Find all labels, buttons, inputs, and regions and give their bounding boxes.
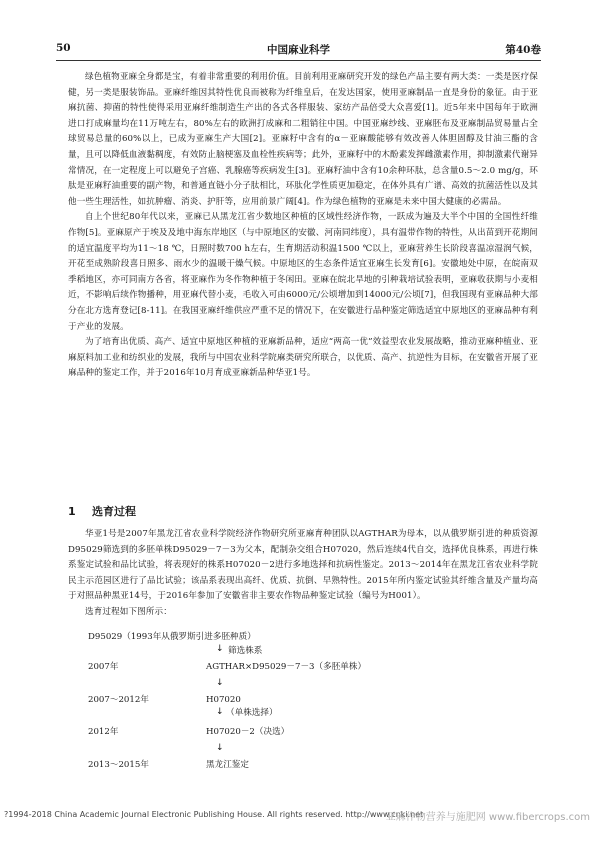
- section-number: 1: [68, 505, 76, 518]
- intro-paragraph-1: 绿色植物亚麻全身都是宝，有着非常重要的利用价值。目前利用亚麻研究开发的绿色产品主要有两大类：一类是医疗保健，另一类是服装饰品。亚麻纤维因其特性优良而被称为纤维皇后，在发达国家，使用亚麻制品一直是身份的象征。由于亚麻抗菌、抑菌的特性使得采用亚麻纤维制造生产出的各式各样服装、家纺产品倍受大众喜爱[1]。近5年来中国每年于欧洲进口打成麻量均在11万吨左右，80%左右的欧洲打成麻和二粗销往中国。中国亚麻纱线、亚麻胚布及亚麻制品贸易量占全球贸易总量的60%以上，已成为亚麻生产大国[2]。亚麻籽中含有的α－亚麻酸能够有效改善人体胆固醇及甘油三酯的含量，且可以降低血液黏稠度，有效防止脑梗塞及血栓性疾病等；此外，亚麻籽中的木酚素发挥雌激素作用，抑制激素代谢异常情况，在一定程度上可以避免子宫癌、乳腺癌等疾病发生[3]。亚麻籽油中含有10余种环肽，总含量0.5～2.0 mg/g，环肽是亚麻籽油重要的副产物，和普通直链小分子肽相比，环肽化学性质更加稳定，在体外具有广谱、高效的抗菌活性以及其他一些生理活性，如抗肿瘤、消炎、护肝等，应用前景广阔[4]。作为绿色植物的亚麻是未来中国大健康的必需品。: [68, 72, 538, 207]
- section-body: [68, 527, 538, 621]
- flow-step-single-plant: （单株选择）: [226, 708, 278, 718]
- journal-title: 中国麻业科学: [267, 44, 330, 56]
- watermark: 亚麻作物营养与施肥网 www.fibercrops.com: [385, 812, 590, 823]
- flow-heilongjiang-identification: 黑龙江鉴定: [206, 760, 249, 770]
- section-title: 选育过程: [92, 505, 136, 518]
- flow-h07020: H07020: [206, 695, 241, 705]
- flow-arrow-2: ↓: [216, 678, 224, 688]
- flow-arrow-3: ↓: [216, 707, 224, 717]
- flow-cross: AGTHAR×D95029－7－3（多胚单株）: [206, 662, 367, 672]
- flow-step-select-lines: 筛选株系: [228, 646, 263, 656]
- page-footer: [4, 810, 594, 822]
- volume-label: 第40卷: [505, 44, 541, 56]
- copyright-notice: ?1994-2018 China Academic Journal Electronic Publishing House. All rights reserved. http://www.cnki.net: [4, 810, 424, 819]
- page-header: [56, 42, 541, 58]
- flow-row-origin: D95029（1993年从俄罗斯引进多胚种质）: [88, 632, 256, 642]
- header-rule: [56, 60, 541, 61]
- flow-year-2007: 2007年: [88, 662, 119, 672]
- flow-year-2013-2015: 2013～2015年: [88, 760, 149, 770]
- flow-h07020-2: H07020－2（决选）: [206, 727, 290, 737]
- page-number: 50: [56, 42, 71, 54]
- intro-paragraph-2: 自上个世纪80年代以来，亚麻已从黑龙江省少数地区种植的区域性经济作物，一跃成为遍及大半个中国的全国性纤维作物[5]。亚麻原产于埃及及地中海东岸地区（与中原地区的安徽、河南同纬度），具有温带作物的特性，从出苗到开花期间的适宜温度平均为11～18 ℃，日照时数700 h左右，生育期活动积温1500 ℃以上，亚麻营养生长阶段喜温凉湿润气候，开花至成熟阶段喜日照多、雨水少的温暖干燥气候。中原地区的生态条件适宜亚麻生长发育[6]。安徽地处中原，在皖南双季稻地区，亦可同南方各省，将亚麻作为冬作物种植于冬闲田。亚麻在皖北旱地的引种栽培试验表明，亚麻收获期与小麦相近，不影响后续作物播种，用亚麻代替小麦，毛收入可由6000元/公顷增加到14000元/公顷[7]，但我国现有亚麻品种大部分在北方选育登记[8-11]。在我国亚麻纤维供应严重不足的情况下，在安徽进行品种鉴定筛选适宜中原地区的亚麻品种有利于产业的发展。: [68, 212, 538, 332]
- section-heading: [68, 503, 538, 519]
- flow-arrow-4: ↓: [216, 743, 224, 753]
- intro-paragraph-3: 为了培育出优质、高产、适宜中原地区种植的亚麻新品种，适应“两高一优”效益型农业发展战略，推动亚麻种植业、亚麻原料加工业和纺织业的发展，我所与中国农业科学院麻类研究所联合，以优质、高产、抗逆性为目标，在安徽省开展了亚麻品种的鉴定工作，并于2016年10月育成亚麻新品种华亚1号。: [68, 337, 538, 379]
- flow-year-2007-2012: 2007～2012年: [88, 695, 149, 705]
- flow-arrow-1: ↓: [216, 644, 224, 654]
- section-paragraph-1: 华亚1号是2007年黑龙江省农业科学院经济作物研究所亚麻育种团队以AGTHAR为母本，以从俄罗斯引进的种质资源D95029筛选到的多胚单株D95029－7－3为父本，配制杂交组合H07020，然后连续4代自交，选择优良株系，再进行株系鉴定试验和品比试验，将表现好的株系H07020－2进行多地选择和抗病性鉴定。2013～2014年在黑龙江省农业科学院民主示范园区进行了品比试验；该品系表现出高纤、优质、抗倒、早熟特性。2015年所内鉴定试验其纤维含量及产量均高于对照品种黑亚14号，于2016年参加了安徽省非主要农作物品种鉴定试验（编号为H001）。: [68, 529, 538, 602]
- intro-body: [68, 70, 538, 382]
- section-paragraph-2: 选育过程如下图所示：: [85, 606, 172, 617]
- flow-year-2012: 2012年: [88, 727, 119, 737]
